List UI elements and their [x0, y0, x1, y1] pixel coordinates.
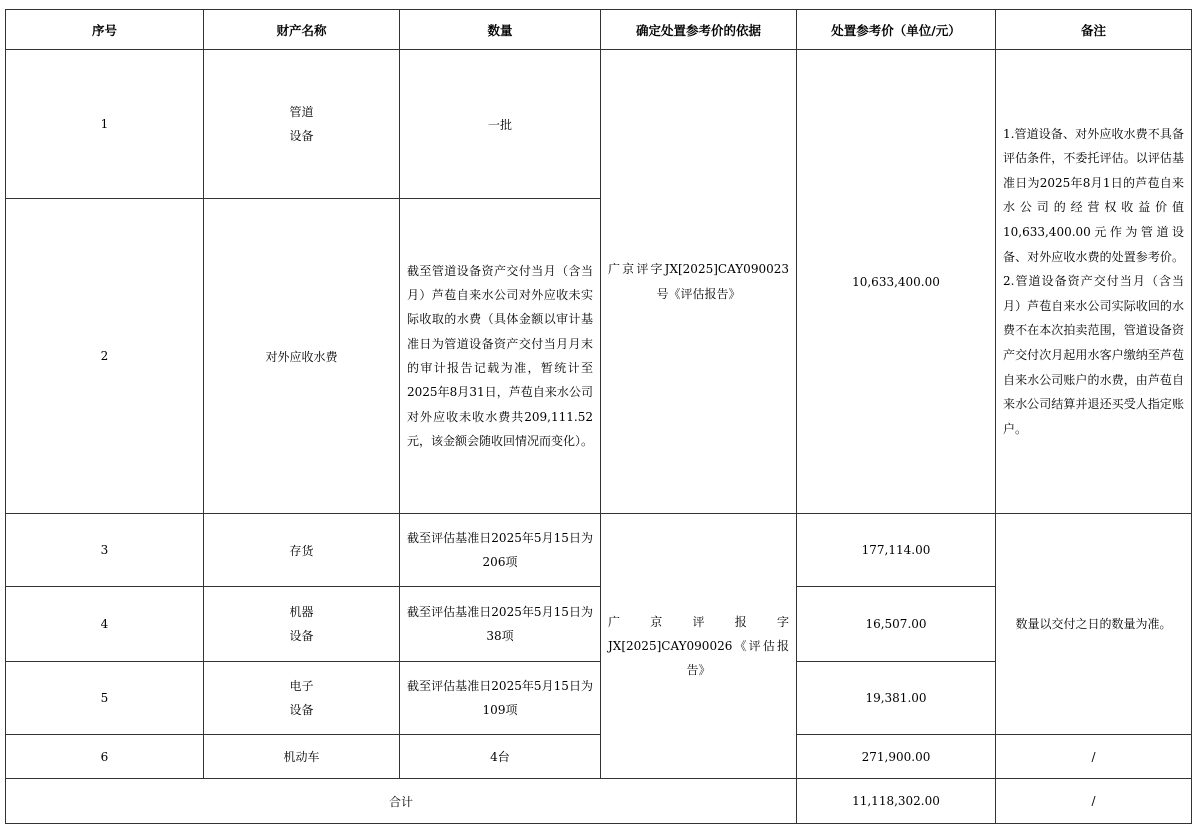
row4-qty-text: 截至评估基准日2025年5月15日为38项 — [407, 604, 593, 643]
row4-name — [204, 587, 400, 662]
total-row — [6, 779, 1192, 824]
header-qty: 数量 — [400, 10, 601, 50]
group-a-price: 10,633,400.00 — [797, 50, 996, 514]
row1-name-line2: 设备 — [289, 129, 314, 143]
row1-qty: 一批 — [400, 50, 601, 199]
group-a-basis-text: 广京评字JX[2025]CAY090023号《评估报告》 — [608, 262, 789, 301]
header-seq: 序号 — [6, 10, 204, 50]
row1-name — [204, 50, 400, 199]
row4-seq: 4 — [6, 587, 204, 662]
total-label: 合计 — [6, 779, 797, 824]
row2-qty-text: 截至管道设备资产交付当月（含当月）芦苞自来水公司对外应收未实际收取的水费（具体金额以审计基准日为管道设备资产交付当月月末的审计报告记载为准，暂统计至2025年8月31日，芦苞自来水公司对外应收未收水费共209,111.52元，该金额会随收回情况而变化）。 — [407, 263, 594, 448]
row3-qty — [400, 514, 601, 587]
header-remark: 备注 — [996, 10, 1192, 50]
row4-name-line1: 机器 — [289, 605, 314, 619]
row2-seq: 2 — [6, 199, 204, 514]
group-b-basis-text: 广京评报字JX[2025]CAY090026《评估报告》 — [608, 614, 789, 678]
table-header-row — [6, 10, 1192, 50]
row5-seq: 5 — [6, 662, 204, 735]
row3-name: 存货 — [204, 514, 400, 587]
row4-price: 16,507.00 — [797, 587, 996, 662]
group-b-remark-text: 数量以交付之日的数量为准。 — [1015, 616, 1172, 631]
group-a-remark-text: 1.管道设备、对外应收水费不具备评估条件，不委托评估。以评估基准日为2025年8月1日的芦苞自来水公司的经营权收益价值10,633,400.00元作为管道设备、对外应收水费的处置参考价。2.管道设备资产交付当月（含当月）芦苞自来水公司实际收回的水费不在本次拍卖范围，管道设备资产交付次月起用水客户缴纳至芦苞自来水公司账户的水费，由芦苞自来水公司结算并退还买受人指定账户。 — [1003, 126, 1184, 436]
row3-qty-text: 截至评估基准日2025年5月15日为206项 — [407, 530, 593, 569]
row5-name-line2: 设备 — [289, 703, 314, 717]
row4-qty — [400, 587, 601, 662]
row3-price: 177,114.00 — [797, 514, 996, 587]
group-a-basis — [601, 50, 797, 514]
row3-seq: 3 — [6, 514, 204, 587]
row5-qty-text: 截至评估基准日2025年5月15日为109项 — [407, 678, 593, 717]
row1-seq: 1 — [6, 50, 204, 199]
row2-name: 对外应收水费 — [204, 199, 400, 514]
row6-price: 271,900.00 — [797, 735, 996, 779]
row6-seq: 6 — [6, 735, 204, 779]
header-price: 处置参考价（单位/元） — [797, 10, 996, 50]
group-b-remark — [996, 514, 1192, 735]
row6-qty: 4台 — [400, 735, 601, 779]
total-remark: / — [996, 779, 1192, 824]
table-row — [6, 514, 1192, 587]
row5-price: 19,381.00 — [797, 662, 996, 735]
row1-name-line1: 管道 — [289, 105, 314, 119]
total-price: 11,118,302.00 — [797, 779, 996, 824]
row6-remark: / — [996, 735, 1192, 779]
row5-qty — [400, 662, 601, 735]
header-basis: 确定处置参考价的依据 — [601, 10, 797, 50]
table-row — [6, 735, 1192, 779]
row5-name — [204, 662, 400, 735]
row2-qty — [400, 199, 601, 514]
asset-disposal-table — [5, 9, 1192, 824]
group-b-basis — [601, 514, 797, 779]
row5-name-line1: 电子 — [289, 679, 314, 693]
group-a-remark — [996, 50, 1192, 514]
row6-name: 机动车 — [204, 735, 400, 779]
row4-name-line2: 设备 — [289, 629, 314, 643]
header-name: 财产名称 — [204, 10, 400, 50]
table-row — [6, 50, 1192, 199]
